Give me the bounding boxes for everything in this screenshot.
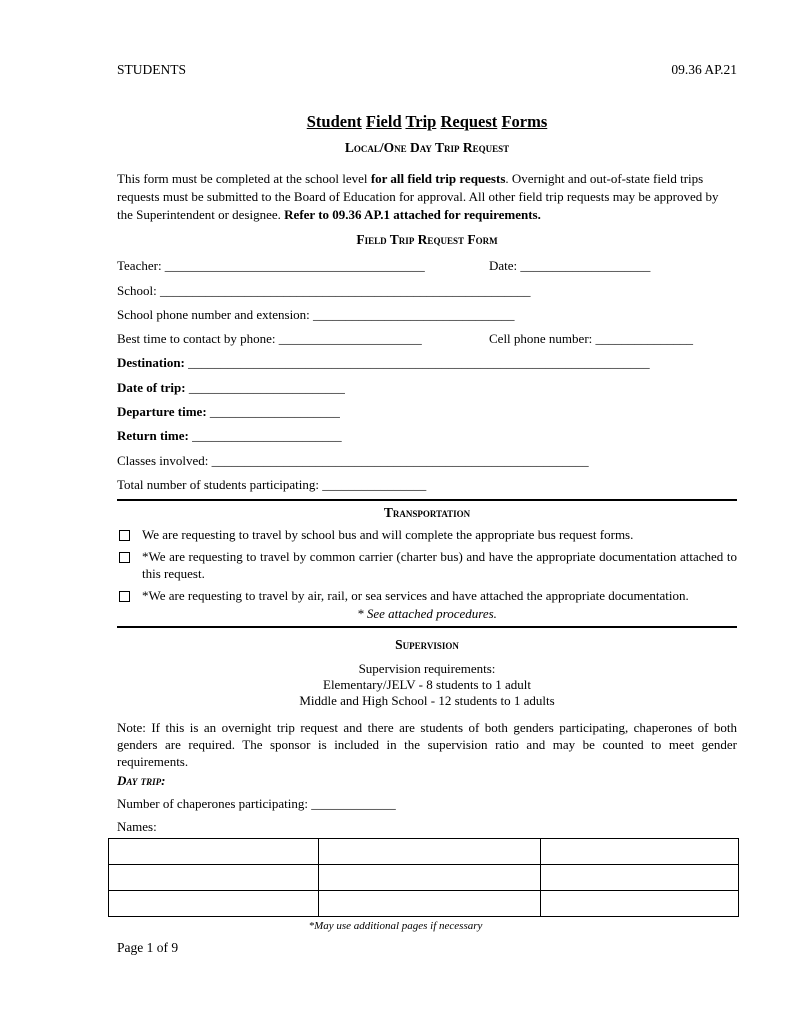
name-cell[interactable] bbox=[318, 865, 540, 891]
elementary-ratio: Elementary/JELV - 8 students to 1 adult bbox=[323, 676, 531, 692]
intro-bold: Refer to 09.36 AP.1 attached for requirements. bbox=[284, 207, 541, 222]
table-row bbox=[109, 891, 739, 917]
classes-field[interactable]: Classes involved: __________________________________________________________ bbox=[117, 452, 589, 468]
name-cell[interactable] bbox=[109, 891, 319, 917]
transport-option-charter-bus[interactable] bbox=[117, 548, 737, 582]
title-word: Student bbox=[306, 112, 362, 131]
table-row bbox=[109, 839, 739, 865]
cell-phone-field[interactable]: Cell phone number: _______________ bbox=[489, 331, 694, 347]
page-header bbox=[117, 62, 737, 78]
title-word: Request bbox=[440, 112, 498, 131]
intro-text: This form must be completed at the school level bbox=[117, 171, 371, 186]
teacher-field[interactable]: Teacher: ________________________________________ bbox=[117, 258, 425, 274]
destination-field[interactable] bbox=[117, 347, 737, 371]
school-field[interactable]: School: _________________________________________________________ bbox=[117, 282, 531, 298]
trip-date-field[interactable] bbox=[117, 371, 737, 395]
teacher-date-row bbox=[117, 250, 737, 274]
table-row bbox=[109, 865, 739, 891]
checkbox-icon[interactable] bbox=[119, 552, 130, 563]
contact-row bbox=[117, 323, 737, 347]
student-count-field[interactable]: Total number of students participating: ________________ bbox=[117, 476, 427, 492]
day-trip-heading: Day trip: bbox=[117, 772, 166, 788]
transport-option-air-rail-sea[interactable] bbox=[117, 587, 737, 604]
return-time-field[interactable] bbox=[117, 420, 737, 444]
middle-high-ratio: Middle and High School - 12 students to 1 adults bbox=[299, 692, 555, 708]
departure-time-line[interactable]: ____________________ bbox=[206, 404, 340, 420]
return-time-label: Return time: bbox=[117, 428, 189, 444]
checkbox-icon[interactable] bbox=[119, 591, 130, 602]
checkbox-icon[interactable] bbox=[119, 530, 130, 541]
name-cell[interactable] bbox=[318, 839, 540, 865]
intro-paragraph bbox=[117, 170, 737, 224]
name-cell[interactable] bbox=[540, 839, 738, 865]
divider bbox=[117, 626, 737, 628]
document-subtitle: Local/One Day Trip Request bbox=[344, 140, 510, 155]
name-cell[interactable] bbox=[109, 839, 319, 865]
document-title bbox=[117, 112, 737, 132]
title-word: Forms bbox=[501, 112, 548, 131]
supervision-requirements-label: Supervision requirements: bbox=[358, 660, 496, 676]
name-cell[interactable] bbox=[540, 891, 738, 917]
divider bbox=[117, 499, 737, 501]
names-label: Names: bbox=[117, 818, 157, 834]
destination-label: Destination: bbox=[117, 355, 185, 371]
intro-text: . Overnight and out-of-state field trips requests must be submitted to the Board of Education for approval. All other field trip requests may be approved by the Superintendent or designee. bbox=[117, 171, 719, 222]
procedures-note: * See attached procedures. bbox=[357, 605, 497, 621]
intro-bold: for all field trip requests bbox=[370, 171, 506, 186]
transport-option-label: We are requesting to travel by school bus and will complete the appropriate bus request forms. bbox=[142, 526, 634, 542]
chaperone-count-field[interactable]: Number of chaperones participating: _____________ bbox=[117, 795, 396, 811]
transport-option-school-bus[interactable] bbox=[117, 526, 737, 543]
school-phone-field[interactable]: School phone number and extension: _______________________________ bbox=[117, 306, 515, 322]
departure-time-field[interactable] bbox=[117, 396, 737, 420]
form-title: Field Trip Request Form bbox=[356, 232, 498, 247]
best-time-field[interactable]: Best time to contact by phone: ______________________ bbox=[117, 331, 422, 347]
document-page bbox=[117, 62, 737, 835]
chaperone-names-table bbox=[108, 838, 739, 917]
date-field[interactable]: Date: ____________________ bbox=[489, 258, 651, 274]
return-time-line[interactable]: _______________________ bbox=[188, 428, 342, 444]
trip-date-line[interactable]: ________________________ bbox=[185, 379, 345, 395]
additional-pages-note: *May use additional pages if necessary bbox=[308, 920, 483, 932]
supervision-note: Note: If this is an overnight trip request and there are students of both genders participating, chaperones of both genders are required. The sponsor is included in the supervision ratio and may be counted to meet gender requirements. bbox=[117, 719, 737, 769]
trip-date-label: Date of trip: bbox=[117, 379, 186, 395]
title-word: Trip bbox=[405, 112, 437, 131]
destination-line[interactable]: _______________________________________________________________________ bbox=[184, 355, 650, 371]
title-word: Field bbox=[365, 112, 402, 131]
header-section: STUDENTS bbox=[117, 62, 187, 77]
name-cell[interactable] bbox=[540, 865, 738, 891]
name-cell[interactable] bbox=[318, 891, 540, 917]
transport-option-label: *We are requesting to travel by common carrier (charter bus) and have the appropriate documentation attached to this request. bbox=[142, 548, 737, 581]
name-cell[interactable] bbox=[109, 865, 319, 891]
header-code: 09.36 AP.21 bbox=[671, 62, 737, 77]
transportation-title: Transportation bbox=[383, 504, 471, 520]
departure-time-label: Departure time: bbox=[117, 404, 207, 420]
page-number: Page 1 of 9 bbox=[117, 940, 179, 955]
transport-option-label: *We are requesting to travel by air, rail, or sea services and have attached the appropriate documentation. bbox=[142, 587, 689, 603]
supervision-title: Supervision bbox=[395, 636, 459, 652]
